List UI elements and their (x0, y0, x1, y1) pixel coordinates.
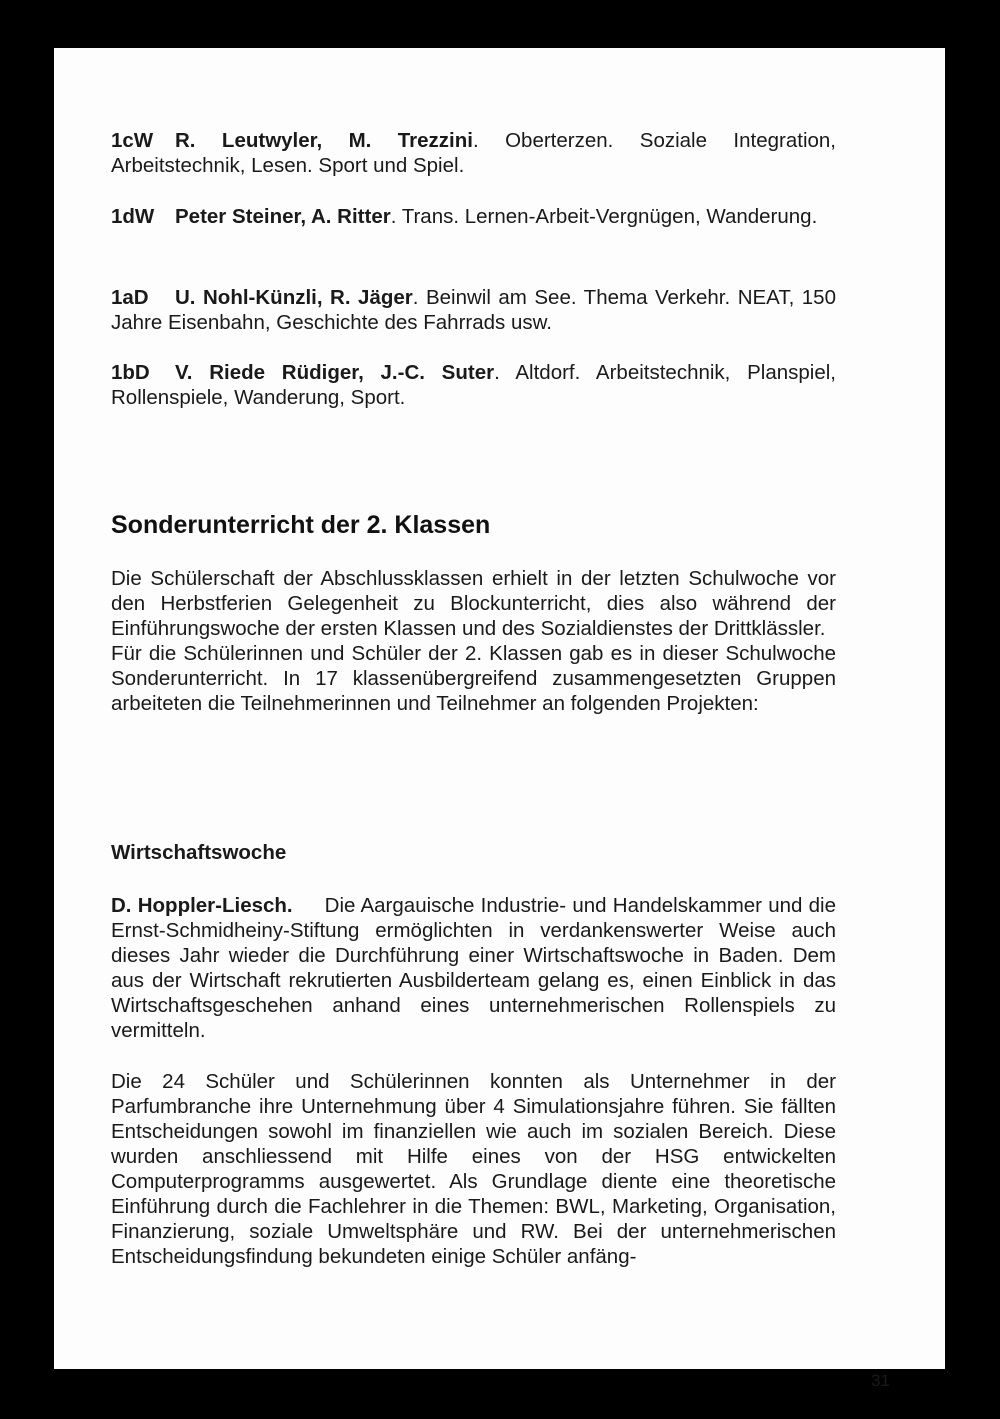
class-entry-1ad (111, 285, 836, 335)
class-code: 1cW (111, 129, 154, 152)
class-code: 1dW (111, 205, 155, 228)
entry-description: . Altdorf. Arbeitstechnik, Planspiel, Rollenspiele, Wanderung, Sport. (111, 361, 836, 409)
intro-paragraph-1: Die Schülerschaft der Abschlussklassen erhielt in der letzten Schulwoche vor den Herbstferien Gelegenheit zu Blockunterricht, dies also während der Einführungswoche der ersten Klassen und des Sozialdienstes der Drittklässler. (111, 567, 836, 640)
body-paragraph-2: Die 24 Schüler und Schülerinnen konnten als Unternehmer in der Parfumbranche ihre Unternehmung über 4 Simulationsjahre führen. Sie fällten Entscheidungen sowohl im finanziellen wie auch im sozialen Bereich. Diese wurden anschliessend mit Hilfe eines von der HSG entwickelten Computerprogramms ausgewertet. Als Grundlage diente eine theoretische Einführung durch die Fachlehrer in die Themen: BWL, Marketing, Organisation, Finanzierung, soziale Umweltsphäre und RW. Bei der unternehmerischen Entscheidungsfindung bekundeten einige Schüler anfäng- (111, 1070, 836, 1268)
teacher-names: Peter Steiner, A. Ritter (175, 205, 391, 228)
teacher-names: U. Nohl-Künzli, R. Jäger (175, 286, 413, 309)
class-entry-1bd (111, 360, 836, 410)
teacher-names: V. Riede Rüdiger, J.-C. Suter (175, 361, 495, 384)
class-entry-1cw (111, 128, 836, 178)
teacher-names: R. Leutwyler, M. Trezzini (175, 129, 473, 152)
class-entry-1dw (111, 204, 817, 229)
class-code: 1bD (111, 361, 150, 384)
section-heading: Sonderunterricht der 2. Klassen (111, 511, 491, 539)
body-paragraph-1 (111, 893, 836, 1043)
section-intro (111, 566, 836, 716)
intro-paragraph-2: Für die Schülerinnen und Schüler der 2. Klassen gab es in dieser Schulwoche Sonderunterricht. In 17 klassenübergreifend zusammengesetzten Gruppen arbeiteten die Teilnehmerinnen und Teilnehmer an folgenden Projekten: (111, 642, 836, 715)
class-code: 1aD (111, 286, 149, 309)
document-page (54, 48, 945, 1390)
author-name: D. Hoppler-Liesch. (111, 894, 293, 917)
page-number: 31 (871, 1371, 890, 1390)
entry-description: . Oberterzen. Soziale Integration, Arbeitstechnik, Lesen. Sport und Spiel. (111, 129, 836, 177)
entry-description: . Trans. Lernen-Arbeit-Vergnügen, Wanderung. (390, 205, 818, 228)
subsection-heading: Wirtschaftswoche (111, 841, 287, 864)
entry-description: . Beinwil am See. Thema Verkehr. NEAT, 150 Jahre Eisenbahn, Geschichte des Fahrrads usw. (111, 286, 836, 334)
paragraph-text: Die Aargauische Industrie- und Handelskammer und die Ernst-Schmidheiny-Stiftung ermöglichten in verdankenswerter Weise auch dieses Jahr wieder die Durchführung einer Wirtschaftswoche in Baden. Dem aus der Wirtschaft rekrutierten Ausbilderteam gelang es, einen Einblick in das Wirtschaftsgeschehen anhand eines unternehmerischen Rollenspiels zu vermitteln. (111, 894, 837, 1042)
